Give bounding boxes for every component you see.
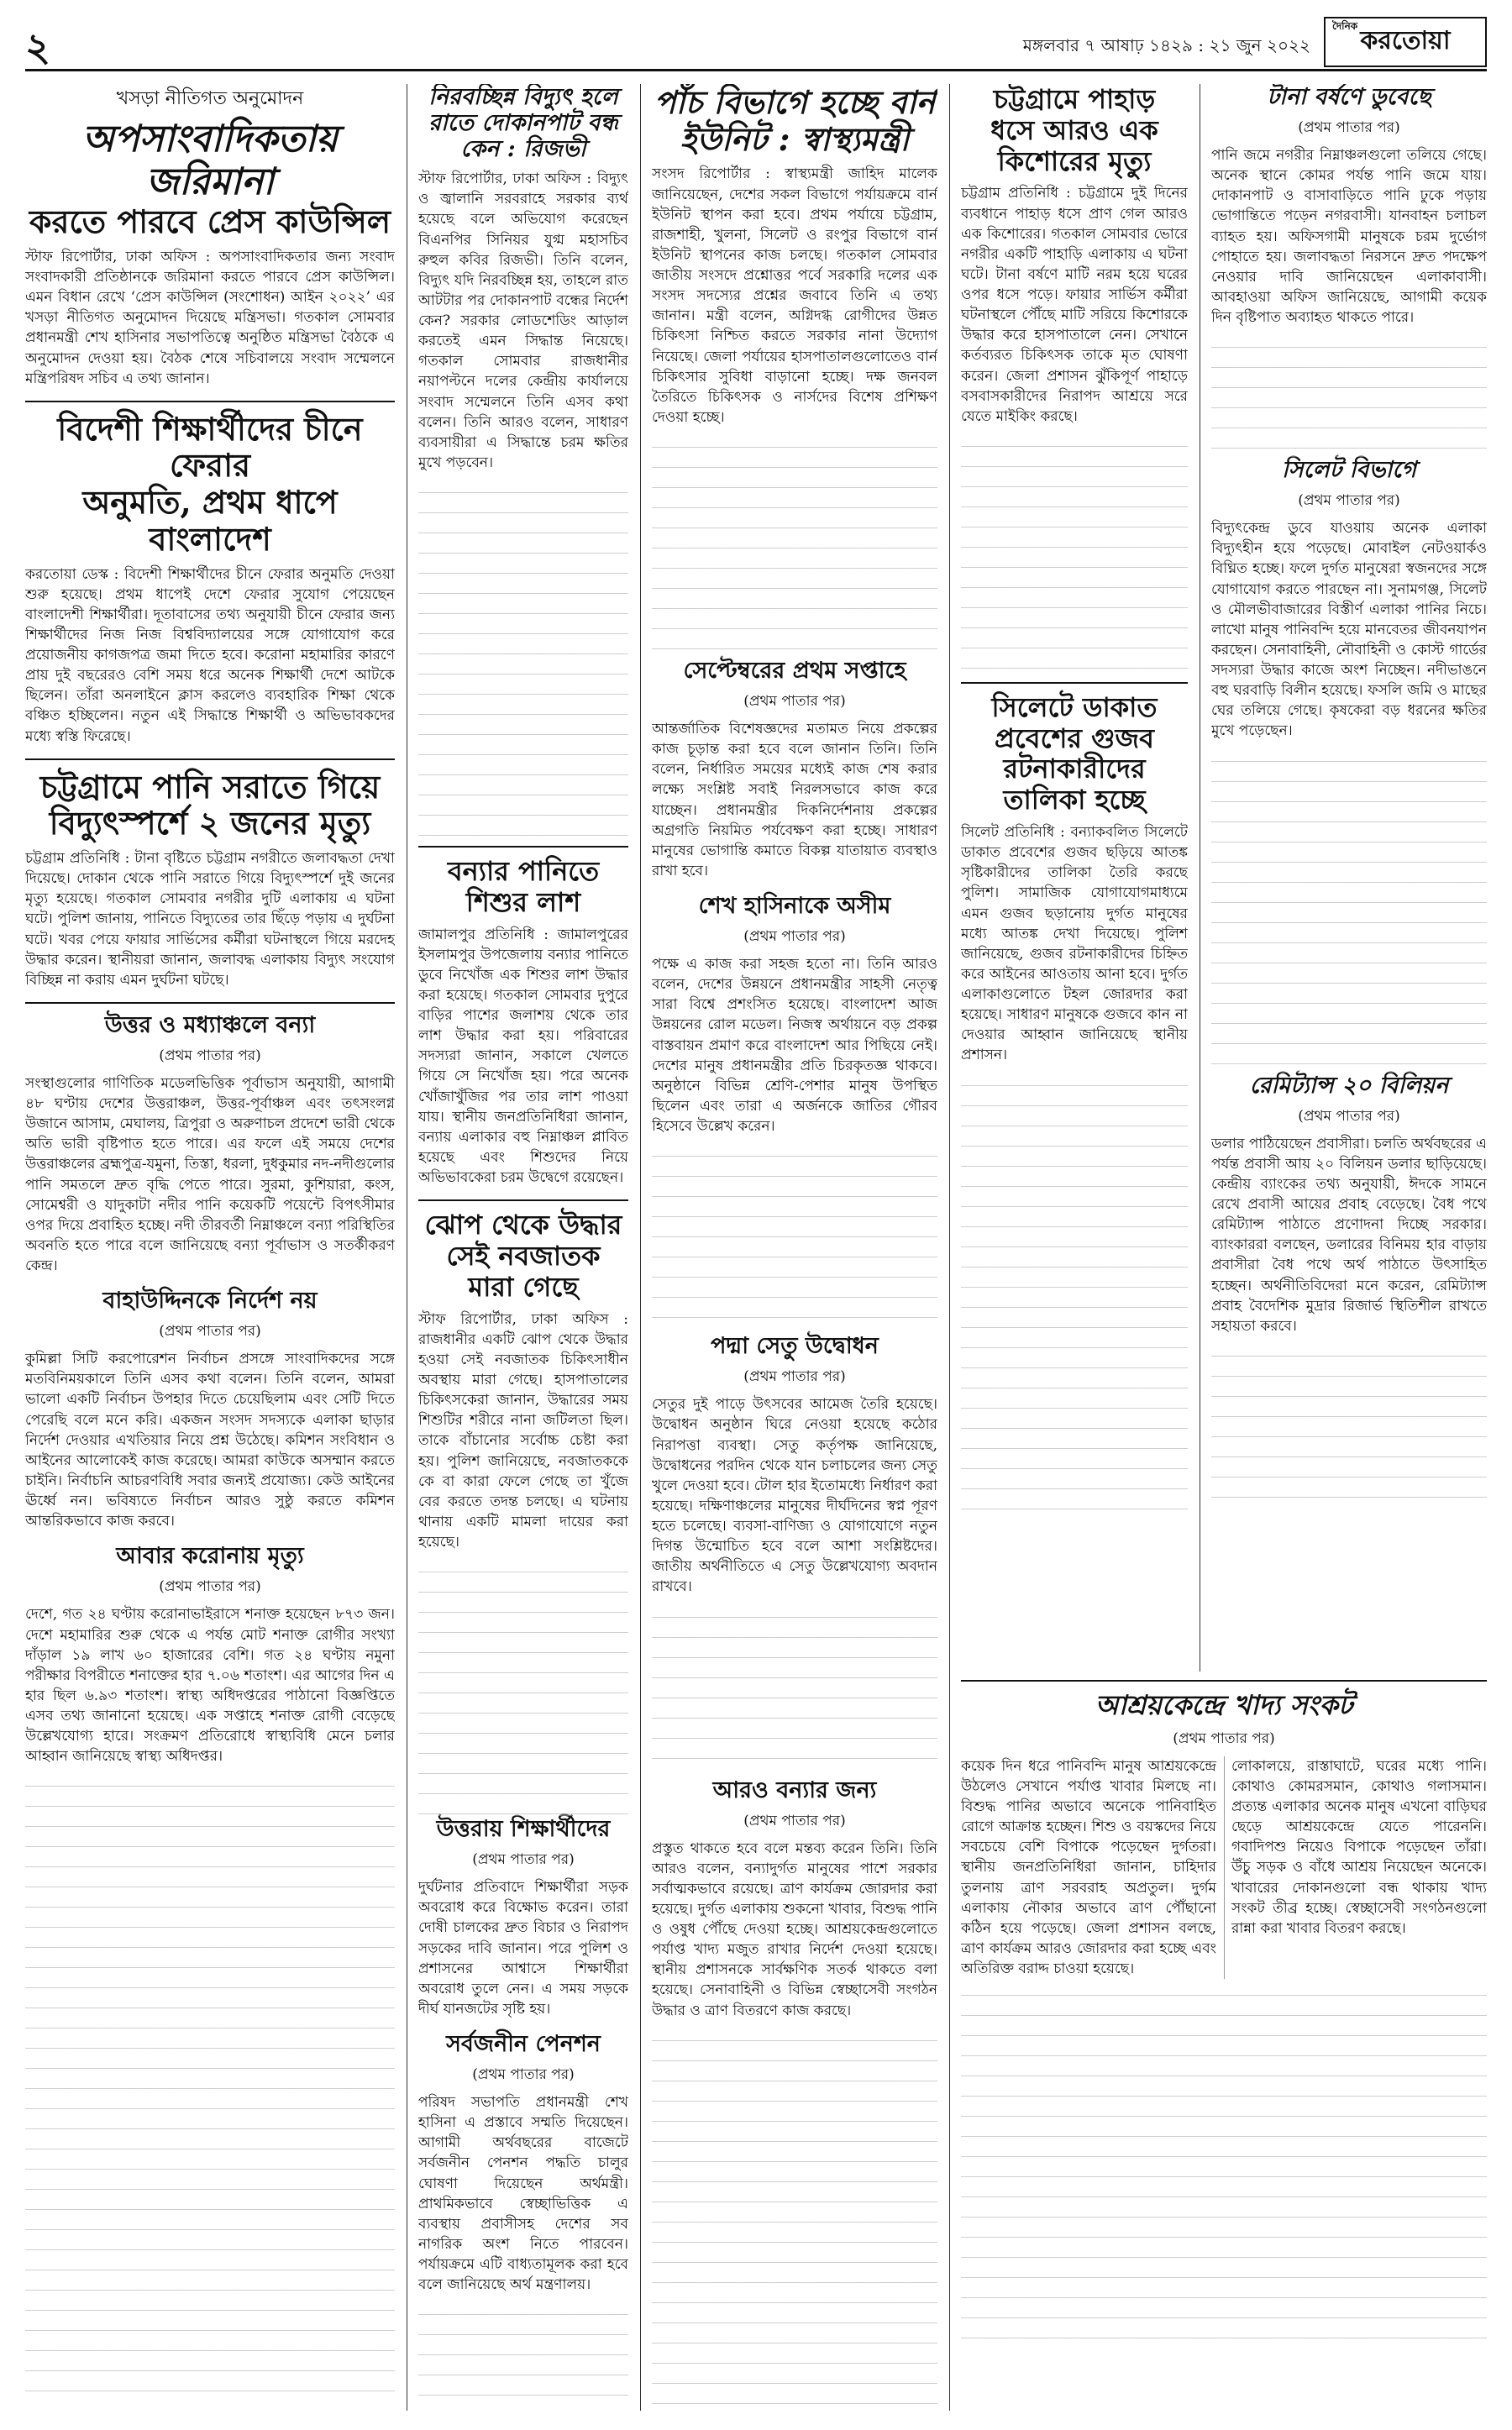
story-child-body bbox=[418, 856, 628, 1188]
story-headline: বন্যার পানিতে bbox=[447, 855, 600, 888]
story-headline-3: কিশোরের মৃত্যু bbox=[997, 144, 1152, 177]
column-rule bbox=[640, 84, 641, 2411]
story-headline-2: ধসে আরও এক bbox=[990, 113, 1158, 146]
story-headline-2: অনুমতি, প্রথম ধাপে বাংলাদেশ bbox=[82, 483, 338, 558]
story-headline: আশ্রয়কেন্দ্রে খাদ্য সংকট bbox=[1095, 1689, 1353, 1721]
column-3 bbox=[652, 84, 937, 2411]
story-headline-3: রটনাকারীদের bbox=[1003, 753, 1146, 785]
text-filler bbox=[1211, 753, 1487, 1073]
story-body: সেতুর দুই পাড়ে উৎসবের আমেজ তৈরি হয়েছে। উদ্বোধন অনুষ্ঠান ঘিরে নেওয়া হয়েছে কঠোর নিরাপত্তা ব্যবস্থা। সেতু কর্তৃপক্ষ জানিয়েছে, উদ্বোধনের পরদিন থেকে যান চলাচলের জন্য সেতু খুলে দেওয়া হবে। টোল হার ইতোমধ্যে নির্ধারণ করা হয়েছে। দক্ষিণাঞ্চলের মানুষের দীর্ঘদিনের স্বপ্ন পূরণ হতে চলেছে। ব্যবসা-বাণিজ্য ও যোগাযোগে নতুন দিগন্ত উন্মোচিত হবে বলে আশা সংশ্লিষ্টদের। জাতীয় অর্থনীতিতে এ সেতু উল্লেখযোগ্য অবদান রাখবে। bbox=[652, 1396, 937, 1596]
divider bbox=[418, 846, 628, 848]
continued-label: (প্রথম পাতার পর) bbox=[743, 928, 846, 946]
story-kicker: খসড়া নীতিগত অনুমোদন bbox=[116, 88, 304, 109]
story-rizvi bbox=[418, 84, 628, 473]
story-uttara-students bbox=[418, 1816, 628, 2019]
story-headline: শেখ হাসিনাকে অসীম bbox=[698, 893, 891, 920]
story-flood-north bbox=[25, 1012, 395, 1276]
story-body: বিদ্যুৎকেন্দ্র ডুবে যাওয়ায় অনেক এলাকা বিদ্যুৎহীন হয়ে পড়েছে। মোবাইল নেটওয়ার্কও বিঘ্নিত হচ্ছে। ফলে দুর্গত মানুষেরা স্বজনদের সঙ্গে যোগাযোগ করতে পারছেন না। সুনামগঞ্জ, সিলেট ও মৌলভীবাজারের বিস্তীর্ণ এলাকা পানির নিচে। লাখো মানুষ পানিবন্দি হয়ে মানবেতর জীবনযাপন করছেন। সেনাবাহিনী, নৌবাহিনী ও কোস্ট গার্ডের সদস্যরা উদ্ধার কাজে অংশ নিচ্ছেন। নদীভাঙনে বহু ঘরবাড়ি বিলীন হয়েছে। ফসলি জমি ও মাছের ঘের তলিয়ে গেছে। কৃষকেরা বড় ধরনের ক্ষতির মুখে পড়েছেন। bbox=[1211, 520, 1487, 740]
story-pension bbox=[418, 2031, 628, 2295]
continued-label: (প্রথম পাতার পর) bbox=[159, 1047, 261, 1064]
text-filler bbox=[961, 1078, 1188, 1514]
story-headline: সর্বজনীন পেনশন bbox=[446, 2031, 601, 2058]
story-body: ডলার পাঠিয়েছেন প্রবাসীরা। চলতি অর্থবছরের এ পর্যন্ত প্রবাসী আয় ২০ বিলিয়ন ডলার ছাড়িয়েছে। কেন্দ্রীয় ব্যাংকের তথ্য অনুযায়ী, ঈদকে সামনে রেখে প্রবাসী আয়ের প্রবাহ বেড়েছে। বৈধ পথে রেমিট্যান্স পাঠাতে প্রণোদনা দিচ্ছে সরকার। ব্যাংকাররা বলছেন, ডলারের বিনিময় হার বাড়ায় প্রবাসীরা বৈধ পথে অর্থ পাঠাতে উৎসাহিত হচ্ছেন। অর্থনীতিবিদেরা মনে করেন, রেমিট্যান্স প্রবাহ বৈদেশিক মুদ্রার রিজার্ভ স্থিতিশীল রাখতে সহায়তা করবে। bbox=[1211, 1135, 1487, 1335]
story-headline: চট্টগ্রামে পাহাড় bbox=[993, 84, 1156, 115]
story-landslide bbox=[961, 84, 1188, 427]
column-1 bbox=[25, 84, 395, 2411]
story-body: সিলেট প্রতিনিধি : বন্যাকবলিত সিলেটে ডাকাত প্রবেশের গুজব ছড়িয়ে আতঙ্ক সৃষ্টিকারীদের তালিকা তৈরি করছে পুলিশ। সামাজিক যোগাযোগমাধ্যমে এমন গুজব ছড়ানোয় দুর্গত মানুষের মধ্যে আতঙ্ক দেখা দিয়েছে। পুলিশ জানিয়েছে, গুজব রটনাকারীদের চিহ্নিত করে আইনের আওতায় আনা হবে। দুর্গত এলাকাগুলোতে টহল জোরদার করা হয়েছে। সাধারণ মানুষকে গুজবে কান না দেওয়ার আহ্বান জানিয়েছে স্থানীয় প্রশাসন। bbox=[961, 824, 1188, 1064]
text-filler bbox=[961, 1987, 1487, 2340]
continued-label: (প্রথম পাতার পর) bbox=[1298, 1107, 1400, 1125]
story-body: স্টাফ রিপোর্টার, ঢাকা অফিস : বিদ্যুৎ ও জ্বালানি সরবরাহে সরকার ব্যর্থ হয়েছে বলে অভিযোগ করেছেন বিএনপির সিনিয়র যুগ্ম মহাসচিব রুহুল কবির রিজভী। তিনি বলেন, বিদ্যুৎ যদি নিরবচ্ছিন্ন হয়, তাহলে রাত আটটার পর দোকানপাট বন্ধের নির্দেশ কেন? সরকার লোডশেডিং আড়াল করতেই এমন সিদ্ধান্ত নিয়েছে। গতকাল সোমবার রাজধানীর নয়াপল্টনে দলের কেন্দ্রীয় কার্যালয়ে সংবাদ সম্মেলনে তিনি এসব কথা বলেন। তিনি আরও বলেন, সাধারণ ব্যবসায়ীরা এ সিদ্ধান্তে চরম ক্ষতির মুখে পড়বেন। bbox=[418, 171, 628, 471]
story-newborn bbox=[418, 1210, 628, 1552]
story-burn-unit bbox=[652, 84, 937, 428]
date-line: মঙ্গলবার ৭ আষাঢ় ১৪২৯ : ২১ জুন ২০২২ bbox=[1022, 35, 1310, 55]
story-body: কয়েক দিন ধরে পানিবন্দি মানুষ আশ্রয়কেন্দ্রে উঠলেও সেখানে পর্যাপ্ত খাবার মিলছে না। বিশুদ্ধ পানির অভাবে অনেকে পানিবাহিত রোগে আক্রান্ত হচ্ছেন। শিশু ও বয়স্কদের নিয়ে সবচেয়ে বেশি বিপাকে পড়েছেন দুর্গতরা। স্থানীয় জনপ্রতিনিধিরা জানান, চাহিদার তুলনায় ত্রাণ সরবরাহ অপ্রতুল। দুর্গম এলাকায় নৌকার অভাবে ত্রাণ পৌঁছানো কঠিন হয়ে পড়েছে। জেলা প্রশাসন বলছে, ত্রাণ কার্যক্রম আরও জোরদার করা হচ্ছে এবং অতিরিক্ত বরাদ্দ চাওয়া হয়েছে। bbox=[961, 1757, 1216, 1978]
story-body: কুমিল্লা সিটি করপোরেশন নির্বাচন প্রসঙ্গে সাংবাদিকদের সঙ্গে মতবিনিময়কালে তিনি এসব কথা বলেন। তিনি বলেন, আমরা ভালো একটি নির্বাচন উপহার দিতে চেয়েছিলাম এবং সেটি দিতে পেরেছি বলে মনে করি। একজন সংসদ সদস্যকে এলাকা ছাড়ার নির্দেশ দেওয়ার এখতিয়ার নিয়ে প্রশ্ন উঠেছে। কমিশন সংবিধান ও আইনের আলোকেই কাজ করেছে। আমরা কাউকে অসম্মান করতে চাইনি। নির্বাচনি আচরণবিধি সবার জন্যই প্রযোজ্য। কেউ আইনের ঊর্ধ্বে নন। ভবিষ্যতে নির্বাচন আরও সুষ্ঠু করতে কমিশন আন্তরিকভাবে কাজ করবে। bbox=[25, 1351, 395, 1530]
story-body: দেশে, গত ২৪ ঘণ্টায় করোনাভাইরাসে শনাক্ত হয়েছেন ৮৭৩ জন। দেশে মহামারির শুরু থেকে এ পর্যন্ত মোট শনাক্ত রোগীর সংখ্যা দাঁড়াল ১৯ লাখ ৬০ হাজারের বেশি। গত ২৪ ঘণ্টায় নমুনা পরীক্ষার বিপরীতে শনাক্তের হার ৭.০৬ শতাংশ। এর আগের দিন এ হার ছিল ৬.৯৩ শতাংশ। স্বাস্থ্য অধিদপ্তরের পাঠানো বিজ্ঞপ্তিতে এসব তথ্য জানানো হয়েছে। এক সপ্তাহে শনাক্ত রোগী বেড়েছে উল্লেখযোগ্য হারে। সংক্রমণ প্রতিরোধে স্বাস্থ্যবিধি মেনে চলার আহ্বান জানিয়েছে স্বাস্থ্য অধিদপ্তর। bbox=[25, 1606, 395, 1766]
story-bahauddin bbox=[25, 1288, 395, 1531]
divider bbox=[961, 1680, 1487, 1682]
divider bbox=[25, 401, 395, 402]
story-headline: নিরবচ্ছিন্ন বিদ্যুৎ হলে bbox=[428, 84, 618, 110]
story-headline: উত্তরায় শিক্ষার্থীদের bbox=[436, 1816, 611, 1843]
story-headline: আরও বন্যার জন্য bbox=[712, 1777, 877, 1803]
story-headline: পদ্মা সেতু উদ্বোধন bbox=[711, 1333, 879, 1360]
text-filler bbox=[418, 2307, 628, 2411]
divider bbox=[418, 1199, 628, 1201]
column-2 bbox=[418, 84, 628, 2411]
story-headline: অপসাংবাদিকতায় জরিমানা bbox=[81, 118, 339, 203]
story-sylhet-division bbox=[1211, 457, 1487, 741]
story-headline: টানা বর্ষণে ডুবেছে bbox=[1267, 84, 1431, 110]
story-headline-2: করতে পারবে প্রেস কাউন্সিল bbox=[29, 202, 391, 241]
story-headline-2: রাতে দোকানপাট বন্ধ bbox=[428, 110, 618, 137]
text-filler bbox=[652, 1609, 937, 1777]
story-september bbox=[652, 658, 937, 881]
continued-label: (প্রথম পাতার পর) bbox=[159, 1578, 261, 1596]
story-headline-4: তালিকা হচ্ছে bbox=[1003, 784, 1146, 816]
continued-label: (প্রথম পাতার পর) bbox=[1173, 1729, 1275, 1747]
continued-label: (প্রথম পাতার পর) bbox=[472, 1851, 575, 1869]
story-robbery-rumor bbox=[961, 692, 1188, 1066]
story-body: প্রস্তুত থাকতে হবে বলে মন্তব্য করেন তিনি। তিনি আরও বলেন, বন্যাদুর্গত মানুষের পাশে সরকার সর্বাত্মকভাবে রয়েছে। ত্রাণ কার্যক্রম জোরদার করা হয়েছে। দুর্গত এলাকায় শুকনো খাবার, বিশুদ্ধ পানি ও ওষুধ পৌঁছে দেওয়া হচ্ছে। আশ্রয়কেন্দ্রগুলোতে পর্যাপ্ত খাদ্য মজুত রাখার নির্দেশ দেওয়া হয়েছে। স্থানীয় প্রশাসনকে সার্বক্ষণিক সতর্ক থাকতে বলা হয়েছে। সেনাবাহিনী ও বিভিন্ন স্বেচ্ছাসেবী সংগঠন উদ্ধার ও ত্রাণ বিতরণে কাজ করছে। bbox=[652, 1840, 937, 2019]
text-filler bbox=[1211, 1348, 1487, 1516]
column-rule bbox=[949, 84, 950, 2411]
story-body: আন্তর্জাতিক বিশেষজ্ঞদের মতামত নিয়ে প্রকল্পের কাজ চূড়ান্ত করা হবে বলে জানান তিনি। তিনি বলেন, নির্ধারিত সময়ের মধ্যেই কাজ শেষ করার লক্ষ্যে সংশ্লিষ্ট সবাই নিরলসভাবে কাজ করে যাচ্ছেন। প্রধানমন্ত্রীর দিকনির্দেশনায় প্রকল্পের অগ্রগতি নিয়মিত পর্যবেক্ষণ করা হচ্ছে। সাধারণ মানুষের ভোগান্তি কমাতে বিকল্প যাতায়াত ব্যবস্থাও রাখা হবে। bbox=[652, 721, 937, 879]
text-filler bbox=[418, 1564, 628, 1816]
continued-label: (প্রথম পাতার পর) bbox=[1298, 119, 1400, 137]
story-body-2: লোকালয়ে, রাস্তাঘাটে, ঘরের মধ্যে পানি। কোথাও কোমরসমান, কোথাও গলাসমান। প্রত্যন্ত এলাকার অনেক মানুষ এখনো বাড়িঘর ছেড়ে আশ্রয়কেন্দ্রে যেতে পারেননি। গবাদিপশু নিয়েও বিপাকে পড়েছেন তাঁরা। উঁচু সড়ক ও বাঁধে আশ্রয় নিয়েছেন অনেকে। খাবারের দোকানগুলো বন্ধ থাকায় খাদ্য সংকট তীব্র হচ্ছে। স্বেচ্ছাসেবী সংগঠনগুলো রান্না করা খাবার বিতরণ করছে। bbox=[1231, 1757, 1487, 1937]
story-body: করতোয়া ডেস্ক : বিদেশী শিক্ষার্থীদের চীনে ফেরার অনুমতি দেওয়া শুরু হয়েছে। প্রথম ধাপেই দেশে ফেরার সুযোগ পেয়েছেন বাংলাদেশী শিক্ষার্থীরা। দূতাবাসের তথ্য অনুযায়ী চীনে ফেরার জন্য শিক্ষার্থীদের নিজ নিজ বিশ্ববিদ্যালয়ের সঙ্গে যোগাযোগ করে প্রয়োজনীয় কাগজপত্র জমা দিতে হবে। করোনা মহামারির কারণে প্রায় দুই বছরেরও বেশি সময় ধরে অনেক শিক্ষার্থী দেশে আটকে ছিলেন। তাঁরা অনলাইনে ক্লাস করলেও ব্যবহারিক শিক্ষা থেকে বঞ্চিত হচ্ছিলেন। নতুন এই সিদ্ধান্তে শিক্ষার্থী ও অভিভাবকদের মধ্যে স্বস্তি ফিরেছে। bbox=[25, 565, 395, 745]
story-headline-3: কেন : রিজভী bbox=[460, 136, 586, 163]
story-headline: বাহাউদ্দিনকে নির্দেশ নয় bbox=[102, 1288, 318, 1315]
story-body: স্টাফ রিপোর্টার, ঢাকা অফিস : রাজধানীর একটি ঝোপ থেকে উদ্ধার হওয়া সেই নবজাতক চিকিৎসাধীন অবস্থায় মারা গেছে। হাসপাতালের চিকিৎসকেরা জানান, উদ্ধারের সময় শিশুটির শরীরে নানা জটিলতা ছিল। তাকে বাঁচানোর সর্বোচ্চ চেষ্টা করা হয়। পুলিশ জানিয়েছে, নবজাতককে কে বা কারা ফেলে গেছে তা খুঁজে বের করতে তদন্ত চলছে। এ ঘটনায় থানায় একটি মামলা দায়ের করা হয়েছে। bbox=[418, 1310, 628, 1551]
story-headline-2: বিদ্যুৎস্পর্শে ২ জনের মৃত্যু bbox=[49, 804, 371, 842]
story-body: চট্টগ্রাম প্রতিনিধি : টানা বৃষ্টিতে চট্টগ্রাম নগরীতে জলাবদ্ধতা দেখা দিয়েছে। দোকান থেকে পানি সরাতে গিয়ে বিদ্যুৎস্পর্শে দুই জনের মৃত্যু হয়েছে। গতকাল সোমবার নগরীর দুটি এলাকায় এ ঘটনা ঘটে। পুলিশ জানায়, পানিতে বিদ্যুতের তার ছিঁড়ে পড়ায় এ দুর্ঘটনা ঘটে। খবর পেয়ে ফায়ার সার্ভিসের কর্মীরা ঘটনাস্থলে গিয়ে মরদেহ উদ্ধার করেন। স্থানীয়রা জানান, জলাবদ্ধ এলাকায় বিদ্যুৎ সংযোগ বিচ্ছিন্ন না করায় এমন দুর্ঘটনা ঘটছে। bbox=[25, 850, 395, 989]
story-remittance bbox=[1211, 1073, 1487, 1336]
story-shelter-food bbox=[961, 1672, 1487, 2411]
story-china-students bbox=[25, 411, 395, 747]
continued-label: (প্রথম পাতার পর) bbox=[743, 1812, 846, 1829]
story-headline: সিলেট বিভাগে bbox=[1282, 457, 1416, 484]
story-sheikh-hasina bbox=[652, 893, 937, 1136]
text-filler bbox=[652, 1148, 937, 1333]
page-number: ২ bbox=[25, 24, 50, 70]
text-filler bbox=[1211, 339, 1487, 457]
story-body: দুর্ঘটনার প্রতিবাদে শিক্ষার্থীরা সড়ক অবরোধ করে বিক্ষোভ করেন। তারা দোষী চালকের দ্রুত বিচার ও নিরাপদ সড়কের দাবি জানান। পরে পুলিশ ও প্রশাসনের আশ্বাসে শিক্ষার্থীরা অবরোধ তুলে নেন। এ সময় সড়কে দীর্ঘ যানজটের সৃষ্টি হয়। bbox=[418, 1879, 628, 2018]
story-electrocution bbox=[25, 769, 395, 990]
story-body: সংসদ রিপোর্টার : স্বাস্থ্যমন্ত্রী জাহিদ মালেক জানিয়েছেন, দেশের সকল বিভাগে পর্যায়ক্রমে বার্ন ইউনিট স্থাপন করা হবে। প্রথম পর্যায়ে চট্টগ্রাম, রাজশাহী, খুলনা, সিলেট ও রংপুর বিভাগে বার্ন ইউনিট স্থাপনের কাজ চলছে। গতকাল সোমবার জাতীয় সংসদে প্রশ্নোত্তর পর্বে সরকারি দলের এক সংসদ সদস্যের প্রশ্নের জবাবে তিনি এ তথ্য জানান। মন্ত্রী বলেন, অগ্নিদগ্ধ রোগীদের উন্নত চিকিৎসা নিশ্চিত করতে সরকার নানা উদ্যোগ নিয়েছে। জেলা পর্যায়ের হাসপাতালগুলোতেও বার্ন চিকিৎসার সুবিধা বাড়ানো হচ্ছে। দক্ষ জনবল তৈরিতে চিকিৎসক ও নার্সদের বিশেষ প্রশিক্ষণ দেওয়া হচ্ছে। bbox=[652, 165, 937, 426]
story-headline: ঝোপ থেকে উদ্ধার bbox=[424, 1209, 622, 1241]
text-filler bbox=[961, 438, 1188, 674]
divider bbox=[25, 1002, 395, 1004]
continued-label: (প্রথম পাতার পর) bbox=[743, 693, 846, 711]
story-headline-2: প্রবেশের গুজব bbox=[995, 722, 1154, 754]
logo-prefix: দৈনিক bbox=[1332, 20, 1358, 32]
story-body: সংস্থাগুলোর গাণিতিক মডেলভিত্তিক পূর্বাভাস অনুযায়ী, আগামী ৪৮ ঘণ্টায় দেশের উত্তরাঞ্চল, উত্তর-পূর্বাঞ্চল এবং তৎসংলগ্ন উজানে আসাম, মেঘালয়, ত্রিপুরা ও অরুণাচল প্রদেশে ভারী থেকে অতি ভারী বৃষ্টিপাত হতে পারে। এর ফলে এই সময়ে দেশের উত্তরাঞ্চলের ব্রহ্মপুত্র-যমুনা, তিস্তা, ধরলা, দুধকুমার নদ-নদীগুলোর পানি সমতলে দ্রুত বৃদ্ধি পেতে পারে। সুরমা, কুশিয়ারা, কংস, সোমেশ্বরী ও যাদুকাটা নদীর পানি কয়েকটি পয়েন্টে বিপৎসীমার ওপর দিয়ে প্রবাহিত হচ্ছে। নদী তীরবর্তী নিম্নাঞ্চলে বন্যা পরিস্থিতির অবনতি হতে পারে বলে জানিয়েছে বন্যা পূর্বাভাস ও সতর্কীকরণ কেন্দ্র। bbox=[25, 1074, 395, 1275]
story-body: চট্টগ্রাম প্রতিনিধি : চট্টগ্রামে দুই দিনের ব্যবধানে পাহাড় ধসে প্রাণ গেল আরও এক কিশোরের। গতকাল সোমবার ভোরে নগরীর একটি পাহাড়ি এলাকায় এ ঘটনা ঘটে। টানা বর্ষণে মাটি নরম হয়ে ঘরের ওপর ধসে পড়ে। ফায়ার সার্ভিস কর্মীরা ঘটনাস্থলে পৌঁছে মাটি সরিয়ে কিশোরকে উদ্ধার করে হাসপাতালে নেন। সেখানে কর্তব্যরত চিকিৎসক তাকে মৃত ঘোষণা করেন। জেলা প্রশাসন ঝুঁকিপূর্ণ পাহাড়ে বসবাসকারীদের নিরাপদ আশ্রয়ে সরে যেতে মাইকিং করছে। bbox=[961, 185, 1188, 425]
continued-label: (প্রথম পাতার পর) bbox=[743, 1368, 846, 1386]
story-corona-death bbox=[25, 1543, 395, 1766]
story-body: পানি জমে নগরীর নিম্নাঞ্চলগুলো তলিয়ে গেছে। অনেক স্থানে কোমর পর্যন্ত পানি জমে যায়। দোকানপাট ও বাসাবাড়িতে পানি ঢুকে পড়ায় ভোগান্তিতে পড়েন নগরবাসী। যানবাহন চলাচল ব্যাহত হয়। অফিসগামী মানুষকে চরম দুর্ভোগ পোহাতে হয়। জলাবদ্ধতা নিরসনে দ্রুত পদক্ষেপ নেওয়ার দাবি জানিয়েছেন এলাকাবাসী। আবহাওয়া অফিস জানিয়েছে, আগামী কয়েক দিন বৃষ্টিপাত অব্যাহত থাকতে পারে। bbox=[1211, 147, 1487, 327]
divider bbox=[25, 758, 395, 760]
logo-text: করতোয়া bbox=[1360, 26, 1451, 55]
story-headline-2: সেই নবজাতক bbox=[446, 1240, 601, 1273]
story-headline: সেপ্টেম্বরের প্রথম সপ্তাহে bbox=[683, 658, 906, 684]
story-headline: রেমিট্যান্স ২০ বিলিয়ন bbox=[1249, 1072, 1449, 1099]
story-headline: উত্তর ও মধ্যাঞ্চলে বন্যা bbox=[104, 1011, 316, 1038]
text-filler bbox=[652, 2033, 937, 2411]
newspaper-logo bbox=[1324, 17, 1487, 67]
story-headline: আবার করোনায় মৃত্যু bbox=[116, 1543, 304, 1570]
story-body: পরিষদ সভাপতি প্রধানমন্ত্রী শেখ হাসিনা এ প্রস্তাবে সম্মতি দিয়েছেন। আগামী অর্থবছরের বাজেটে সর্বজনীন পেনশন পদ্ধতি চালুর ঘোষণা দিয়েছেন অর্থমন্ত্রী। প্রাথমিকভাবে স্বেচ্ছাভিত্তিক এ ব্যবস্থায় প্রবাসীসহ দেশের সব নাগরিক অংশ নিতে পারবেন। পর্যায়ক্রমে এটি বাধ্যতামূলক করা হবে বলে জানিয়েছে অর্থ মন্ত্রণালয়। bbox=[418, 2094, 628, 2294]
story-headline: পাঁচ বিভাগে হচ্ছে বার্ন bbox=[654, 84, 936, 121]
text-filler bbox=[25, 1778, 395, 2411]
story-headline-2: ইউনিট : স্বাস্থ্যমন্ত্রী bbox=[680, 119, 910, 158]
text-filler bbox=[418, 485, 628, 837]
text-filler bbox=[652, 439, 937, 658]
story-body: স্টাফ রিপোর্টার, ঢাকা অফিস : অপসাংবাদিকতার জন্য সংবাদ সংবাদকারী প্রতিষ্ঠানকে জরিমানা করতে পারবে প্রেস কাউন্সিল। এমন বিধান রেখে ‘প্রেস কাউন্সিল (সংশোধন) আইন ২০২২’ এর খসড়া নীতিগত অনুমোদন দিয়েছে মন্ত্রিসভা। গতকাল সোমবার প্রধানমন্ত্রী শেখ হাসিনার সভাপতিত্বে অনুষ্ঠিত মন্ত্রিসভা বৈঠকে এ অনুমোদন দেওয়া হয়। বৈঠক শেষে সচিবালয়ে সংবাদ সম্মেলনে মন্ত্রিপরিষদ সচিব এ তথ্য জানান। bbox=[25, 248, 395, 387]
story-padma-bridge bbox=[652, 1333, 937, 1597]
continued-label: (প্রথম পাতার পর) bbox=[159, 1323, 261, 1341]
continued-label: (প্রথম পাতার পর) bbox=[472, 2066, 575, 2084]
story-headline-2: শিশুর লাশ bbox=[465, 885, 581, 918]
story-headline: চট্টগ্রামে পানি সরাতে গিয়ে bbox=[39, 767, 381, 806]
story-headline: বিদেশী শিক্ষার্থীদের চীনে ফেরার bbox=[57, 409, 363, 485]
story-heavy-rain bbox=[1211, 84, 1487, 328]
story-press-council bbox=[25, 84, 395, 389]
story-body: পক্ষে এ কাজ করা সহজ হতো না। তিনি আরও বলেন, দেশের উন্নয়নে প্রধানমন্ত্রীর সাহসী নেতৃত্ব সারা বিশ্বে প্রশংসিত হয়েছে। বাংলাদেশ আজ উন্নয়নের রোল মডেল। নিজস্ব অর্থায়নে বড় প্রকল্প বাস্তবায়ন প্রমাণ করে বাংলাদেশ আর পিছিয়ে নেই। দেশের মানুষ প্রধানমন্ত্রীর প্রতি চিরকৃতজ্ঞ থাকবে। অনুষ্ঠানে বিভিন্ন শ্রেণি-পেশার মানুষ উপস্থিত ছিলেন এবং তারা এ অর্জনকে জাতির গৌরব হিসেবে উল্লেখ করেন। bbox=[652, 956, 937, 1136]
story-columns bbox=[961, 1756, 1487, 1979]
masthead bbox=[25, 17, 1487, 71]
story-headline-3: মারা গেছে bbox=[468, 1270, 579, 1303]
story-headline: সিলেটে ডাকাত bbox=[991, 690, 1158, 723]
story-more-flood bbox=[652, 1777, 937, 2021]
divider bbox=[961, 682, 1188, 684]
story-body: জামালপুর প্রতিনিধি : জামালপুরের ইসলামপুর উপজেলায় বন্যার পানিতে ডুবে নিখোঁজ এক শিশুর লাশ উদ্ধার করা হয়েছে। গতকাল সোমবার দুপুরে বাড়ির পাশের জলাশয় থেকে তার লাশ উদ্ধার করা হয়। পরিবারের সদস্যরা জানান, সকালে খেলতে গিয়ে সে নিখোঁজ হয়। পরে অনেক খোঁজাখুঁজির পর তার লাশ পাওয়া যায়। স্থানীয় জনপ্রতিনিধিরা জানান, বন্যায় এলাকার বহু নিম্নাঞ্চল প্লাবিত হয়েছে এবং শিশুদের নিয়ে অভিভাবকেরা চরম উদ্বেগে রয়েছেন। bbox=[418, 926, 628, 1187]
continued-label: (প্রথম পাতার পর) bbox=[1298, 492, 1400, 510]
